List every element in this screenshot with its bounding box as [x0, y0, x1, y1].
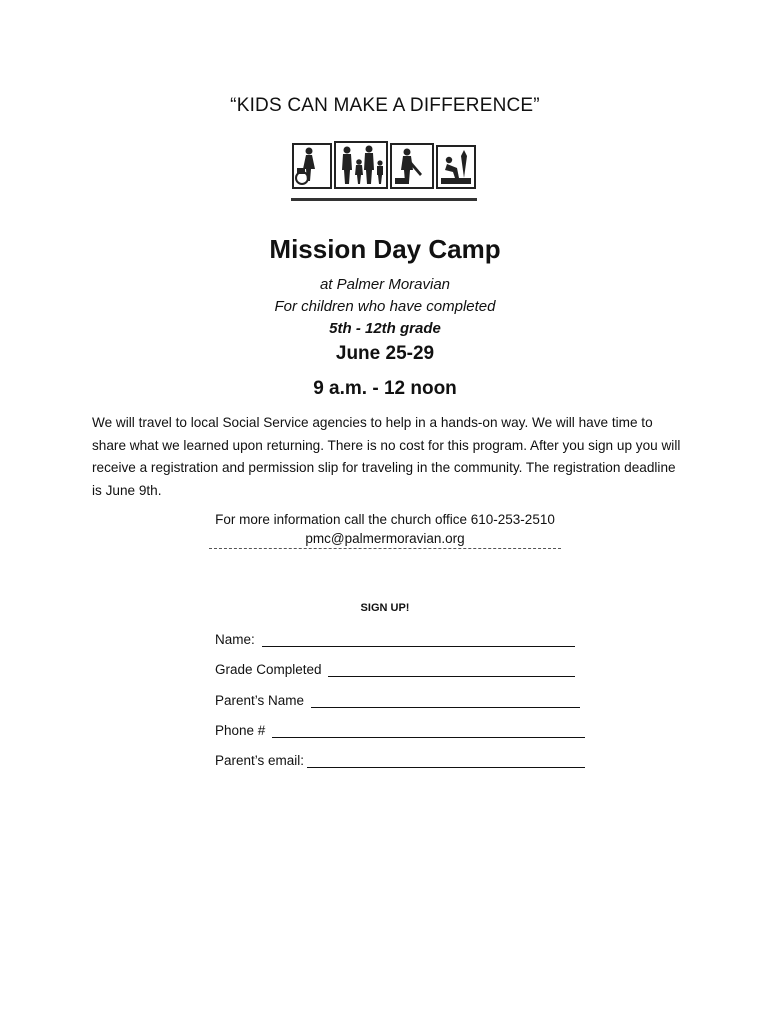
phone-field[interactable]: [215, 718, 585, 738]
phone-label: Phone #: [215, 723, 270, 738]
parent-name-field[interactable]: [215, 688, 580, 708]
cut-line-divider: [209, 548, 561, 549]
event-description: We will travel to local Social Service agencies to help in a hands-on way. We will have time to share what we learned upon returning. There is no cost for this program. After you sign up you will receive a registration and permission slip for traveling in the community. The registration deadline is June 9th.: [92, 415, 681, 498]
name-field[interactable]: [215, 627, 575, 647]
event-hours: 9 a.m. - 12 noon: [313, 378, 457, 399]
slogan: “KIDS CAN MAKE A DIFFERENCE”: [230, 95, 540, 116]
parent-email-blank[interactable]: [307, 753, 585, 768]
contact-info-line: For more information call the church office 610-253-2510: [215, 512, 555, 527]
event-location: at Palmer Moravian: [319, 276, 451, 293]
contact-block: [0, 510, 770, 548]
event-audience: For children who have completed: [274, 298, 496, 315]
name-label: Name:: [215, 632, 259, 647]
signup-heading: SIGN UP!: [360, 602, 410, 614]
parent-name-label: Parent’s Name: [215, 693, 308, 708]
grade-label: Grade Completed: [215, 662, 326, 677]
event-title: Mission Day Camp: [269, 234, 501, 264]
phone-blank[interactable]: [272, 723, 585, 738]
parent-name-blank[interactable]: [311, 693, 580, 708]
grade-field[interactable]: [215, 657, 575, 677]
name-blank[interactable]: [262, 632, 575, 647]
event-grades: 5th - 12th grade: [329, 320, 441, 337]
contact-email: pmc@palmermoravian.org: [305, 531, 465, 546]
event-dates: June 25-29: [335, 343, 435, 364]
parent-email-label: Parent’s email:: [215, 753, 305, 768]
parent-email-field[interactable]: [215, 748, 585, 768]
grade-blank[interactable]: [328, 662, 575, 677]
volunteers-logo-icon: [289, 138, 479, 206]
